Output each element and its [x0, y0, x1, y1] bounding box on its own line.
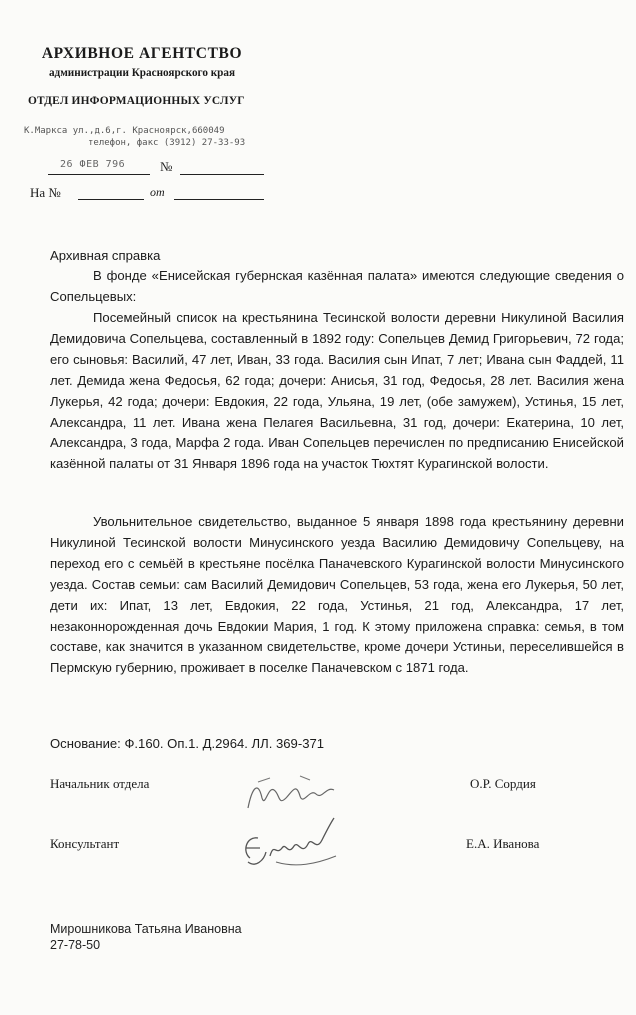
- reply-date-underline: [174, 199, 264, 200]
- document-title: Архивная справка: [50, 248, 161, 263]
- head-of-department-title: Начальник отдела: [50, 776, 150, 791]
- number-underline: [180, 174, 264, 175]
- department-title: ОТДЕЛ ИНФОРМАЦИОННЫХ УСЛУГ: [28, 95, 245, 107]
- release-certificate-paragraph: Увольнительное свидетельство, выданное 5 января 1898 года крестьянину деревни Никулиной Тесинской волости Минусинского уезда Василию Демидовичу Сопельцеву, на переход его с семьёй в крестьяне посёлка Паначевского Курагинской волости Минусинского уезда. Состав семьи: сам Василий Демидович Сопельцев, 53 года, жена его Лукерья, 50 лет, дети их: Ипат, 13 лет, Евдокия, 22 года, Устинья, 21 год, Александра, 17 лет, незаконнорожденная дочь Евдокии Мария, 1 год. К этому приложена справка: семья, в том составе, как значится в указанном свидетельстве, кроме дочери Устиньи, переселившейся в Пермскую губернию, проживает в поселке Паначевском с 1871 года.: [50, 514, 624, 676]
- reply-to-label: На №: [30, 185, 61, 200]
- executor-phone: 27-78-50: [50, 938, 101, 952]
- head-signature: [240, 768, 350, 818]
- reply-number-underline: [78, 199, 144, 200]
- family-list-paragraph: Посемейный список на крестьянина Тесинской волости деревни Никулиной Василия Демидовича Сопельцева, составленный в 1892 году: Сопельцев Демид Григорьевич, 72 года; его сыновья: Василий, 47 лет, Иван, 33 года. Василия сын Ипат, 7 лет; Ивана сын Фаддей, 11 лет. Демида жена Федосья, 62 года; дочери: Анисья, 31 год, Федосья, 28 лет. Василия жена Лукерья, 42 года; дочери: Евдокия, 22 года, Ульяна, 19 лет, (обе замужем), Устинья, 15 лет, Александра, 11 лет. Ивана жена Пелагея Васильевна, 31 год, дочери: Екатерина, 10 лет, Александра, 3 года, Марфа 2 года. Иван Сопельцев перечислен по предписанию Енисейской казённой палаты от 31 Января 1896 года на участок Тюхтят Курагинской волости.: [50, 310, 624, 472]
- agency-title: АРХИВНОЕ АГЕНТСТВО: [41, 45, 243, 62]
- consultant-title: Консультант: [50, 836, 120, 851]
- basis-reference: Основание: Ф.160. Оп.1. Д.2964. ЛЛ. 369-371: [50, 736, 325, 751]
- address-line: К.Маркса ул.,д.6,г. Красноярск,660049: [24, 126, 225, 136]
- date-underline: [48, 174, 150, 175]
- intro-paragraph: В фонде «Енисейская губернская казённая палата» имеются следующие сведения о Сопельцевых:: [50, 268, 624, 304]
- head-of-department-name: О.Р. Сордия: [470, 776, 536, 791]
- number-sign: №: [160, 159, 173, 174]
- from-label: от: [150, 185, 165, 199]
- date-stamp: 26 ФЕВ 796: [60, 159, 126, 170]
- consultant-signature: [236, 812, 346, 874]
- phone-fax-line: телефон, факс (3912) 27-33-93: [88, 138, 246, 148]
- administration-subtitle: администрации Красноярского края: [48, 67, 236, 79]
- executor-name: Мирошникова Татьяна Ивановна: [50, 922, 242, 936]
- consultant-name: Е.А. Иванова: [466, 836, 540, 851]
